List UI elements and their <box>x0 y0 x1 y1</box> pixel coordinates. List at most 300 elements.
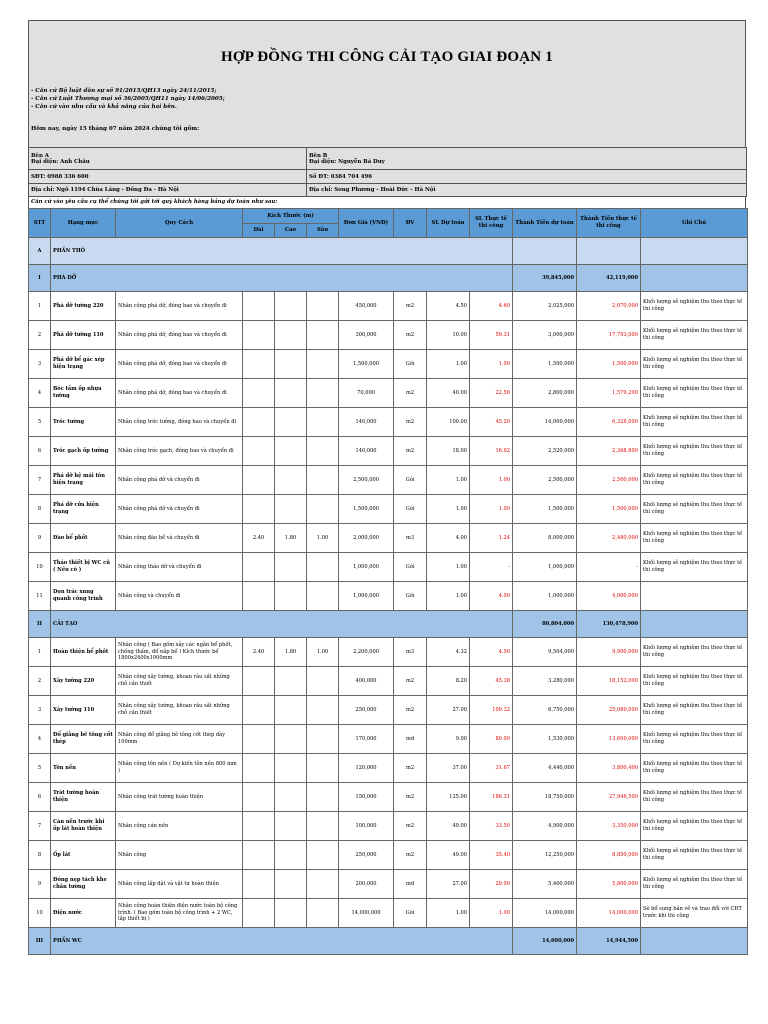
row-length <box>243 870 275 899</box>
row-height <box>275 870 307 899</box>
row-total-estimate: 4,440,000 <box>513 754 577 783</box>
row-total-actual: 8,850,000 <box>577 841 641 870</box>
row-spec: Nhân công phá dỡ, đóng bao và chuyển đi <box>116 350 243 379</box>
row-total-actual: 1,579,200 <box>577 379 641 408</box>
row-depth <box>307 292 339 321</box>
table-row <box>29 408 748 437</box>
table-row <box>29 783 748 812</box>
row-qty-actual: 1.00 <box>470 495 513 524</box>
row-total-estimate: 1,500,000 <box>513 495 577 524</box>
row-item-name: Tróc gạch ốp tường <box>51 437 116 466</box>
row-depth <box>307 870 339 899</box>
row-unit-price: 170,000 <box>339 725 394 754</box>
row-stt: 7 <box>29 466 51 495</box>
row-qty-actual: 31.67 <box>470 754 513 783</box>
row-spec: Nhân công và chuyển đi <box>116 582 243 611</box>
row-total-actual: 14,944,500 <box>577 928 641 955</box>
row-unit: md <box>394 725 427 754</box>
legal-basis-list <box>31 88 225 111</box>
row-item-name: Tôn nền <box>51 754 116 783</box>
row-length: 2.40 <box>243 638 275 667</box>
row-total-actual: 17,793,000 <box>577 321 641 350</box>
row-length <box>243 725 275 754</box>
row-unit: m2 <box>394 379 427 408</box>
row-spec: Nhân công đào bể và chuyển đi <box>116 524 243 553</box>
row-depth <box>307 696 339 725</box>
row-spec: Nhân công tróc tường, đóng bao và chuyển đi <box>116 408 243 437</box>
row-total-actual: 25,080,000 <box>577 696 641 725</box>
row-qty-actual: 29.00 <box>470 870 513 899</box>
row-stt: 8 <box>29 841 51 870</box>
col-height: Cao <box>275 224 307 238</box>
row-height <box>275 725 307 754</box>
row-length <box>243 350 275 379</box>
row-length <box>243 437 275 466</box>
row-unit: m2 <box>394 667 427 696</box>
row-qty-actual: 1.00 <box>470 466 513 495</box>
row-total-actual: 27,946,500 <box>577 783 641 812</box>
row-stt: 1 <box>29 638 51 667</box>
row-qty-actual: 33.50 <box>470 812 513 841</box>
row-unit-price: 2,200,000 <box>339 638 394 667</box>
row-total-actual: 2,500,000 <box>577 466 641 495</box>
table-row <box>29 466 748 495</box>
table-row <box>29 667 748 696</box>
row-depth <box>307 582 339 611</box>
row-note: Khối lượng sẽ nghiệm thu theo thực tế thi công <box>641 754 748 783</box>
row-unit-price: 1,000,000 <box>339 582 394 611</box>
row-height <box>275 841 307 870</box>
row-note: Khối lượng sẽ nghiệm thu theo thực tế thi công <box>641 437 748 466</box>
row-total-estimate: 39,845,000 <box>513 265 577 292</box>
row-item-name: Phá dỡ bể gác xép hiện trạng <box>51 350 116 379</box>
row-depth <box>307 841 339 870</box>
row-qty-actual: 100.32 <box>470 696 513 725</box>
row-unit: m3 <box>394 524 427 553</box>
contract-sheet <box>28 20 746 955</box>
col-item: Hạng mục <box>51 209 116 238</box>
row-depth <box>307 783 339 812</box>
row-unit-price: 2,500,000 <box>339 466 394 495</box>
row-stt: 7 <box>29 812 51 841</box>
contract-header <box>28 20 746 147</box>
row-stt: 9 <box>29 524 51 553</box>
col-unit: ĐV <box>394 209 427 238</box>
row-unit: Gói <box>394 495 427 524</box>
row-item-name: Tháo thiết bị WC cũ ( Nếu có ) <box>51 553 116 582</box>
row-length <box>243 754 275 783</box>
col-qty-actual: SL Thực tế thi công <box>470 209 513 238</box>
row-note <box>641 265 748 292</box>
row-depth <box>307 667 339 696</box>
col-size: Kích Thước (m) <box>243 209 339 224</box>
row-unit-price: 120,000 <box>339 754 394 783</box>
row-spec: Nhân công tôn nền ( Dự kiến tôn nền 800 mm ) <box>116 754 243 783</box>
row-item-name: Dọn trác xung quanh công trình <box>51 582 116 611</box>
row-qty-actual: 1.24 <box>470 524 513 553</box>
row-qty-estimate: 10.00 <box>427 321 470 350</box>
row-qty-estimate: 1.00 <box>427 553 470 582</box>
row-note <box>641 582 748 611</box>
row-unit: Gói <box>394 553 427 582</box>
row-length <box>243 667 275 696</box>
row-unit-price: 200,000 <box>339 870 394 899</box>
row-total-estimate: 12,250,000 <box>513 841 577 870</box>
col-depth: Sâu <box>307 224 339 238</box>
estimate-rows <box>29 238 748 955</box>
row-length <box>243 899 275 928</box>
row-total-estimate: 1,000,000 <box>513 582 577 611</box>
row-stt: 10 <box>29 553 51 582</box>
row-total-actual: 4,000,000 <box>577 582 641 611</box>
row-unit-price: 100,000 <box>339 812 394 841</box>
party-a-rep: Đại diện: Anh Châu <box>31 158 90 165</box>
row-unit: Gói <box>394 466 427 495</box>
row-name: PHẦN THÔ <box>51 238 513 265</box>
row-height <box>275 812 307 841</box>
row-note <box>641 238 748 265</box>
row-total-estimate: 1,500,000 <box>513 350 577 379</box>
row-spec: Nhân công xây tường, khoan râu sắt những chỗ cần thiết <box>116 667 243 696</box>
row-note: Khối lượng sẽ nghiệm thu theo thực tế thi công <box>641 812 748 841</box>
row-total-estimate: 9,504,000 <box>513 638 577 667</box>
row-total-actual: 2,070,000 <box>577 292 641 321</box>
estimate-basis-note: Căn cứ vào yêu cầu cụ thể chúng tôi gửi tới quý khách hàng bảng dự toán như sau: <box>28 197 746 208</box>
row-qty-actual: 45.20 <box>470 408 513 437</box>
row-total-actual: 9,900,000 <box>577 638 641 667</box>
row-depth: 1.00 <box>307 638 339 667</box>
table-row <box>29 379 748 408</box>
row-length <box>243 321 275 350</box>
row-total-actual: 3,350,000 <box>577 812 641 841</box>
row-spec: Nhân công phá dỡ, đóng bao và chuyển đi <box>116 292 243 321</box>
row-total-actual: 2,368,800 <box>577 437 641 466</box>
row-unit: Gói <box>394 582 427 611</box>
row-note: Khối lượng sẽ nghiệm thu theo thực tế thi công <box>641 841 748 870</box>
row-depth <box>307 408 339 437</box>
table-row <box>29 696 748 725</box>
party-a-cell <box>29 148 307 170</box>
row-total-estimate <box>513 238 577 265</box>
row-item-name: Bóc tấm ốp nhựa tường <box>51 379 116 408</box>
row-qty-estimate: 27.00 <box>427 696 470 725</box>
row-name: CẢI TẠO <box>51 611 513 638</box>
row-qty-estimate: 100.00 <box>427 408 470 437</box>
row-qty-actual: 16.92 <box>470 437 513 466</box>
table-row <box>29 812 748 841</box>
row-qty-actual: 1.00 <box>470 350 513 379</box>
row-stt: 6 <box>29 437 51 466</box>
row-spec: Nhân công phá dỡ và chuyển đi <box>116 495 243 524</box>
row-note: Khối lượng sẽ nghiệm thu theo thực tế thi công <box>641 524 748 553</box>
row-qty-estimate: 18.00 <box>427 437 470 466</box>
row-note: Khối lượng sẽ nghiệm thu theo thực tế thi công <box>641 408 748 437</box>
row-item-name: Phá dỡ hệ mái tôn hiện trạng <box>51 466 116 495</box>
row-total-estimate: 2,025,000 <box>513 292 577 321</box>
row-total-actual: 1,500,000 <box>577 350 641 379</box>
col-length: Dài <box>243 224 275 238</box>
row-stt: 5 <box>29 408 51 437</box>
row-stt: I <box>29 265 51 292</box>
row-spec: Nhân công cán nền <box>116 812 243 841</box>
parties-table <box>28 147 747 197</box>
row-note: Sẽ bổ sung bản vẽ và trao đổi với CĐT trước khi thi công <box>641 899 748 928</box>
row-spec: Nhân công phá dỡ và chuyển đi <box>116 466 243 495</box>
row-total-actual <box>577 238 641 265</box>
row-stt: 2 <box>29 667 51 696</box>
party-b-heading: Bên B <box>309 152 328 159</box>
col-total-actual: Thành Tiền thực tế thi công <box>577 209 641 238</box>
row-total-estimate: 1,000,000 <box>513 553 577 582</box>
row-spec: Nhân công phá dỡ, đóng bao và chuyển đi <box>116 321 243 350</box>
row-total-estimate: 6,750,000 <box>513 696 577 725</box>
col-total-estimate: Thành Tiền dự toán <box>513 209 577 238</box>
group-row <box>29 265 748 292</box>
table-row <box>29 321 748 350</box>
row-spec: Nhân công tróc gạch, đóng bao và chuyển đi <box>116 437 243 466</box>
row-depth <box>307 350 339 379</box>
row-height: 1.80 <box>275 524 307 553</box>
contract-date-line: Hôm nay, ngày 15 tháng 07 năm 2024 chúng tôi gồm: <box>31 126 200 132</box>
row-unit-price: 1,500,000 <box>339 350 394 379</box>
row-qty-estimate: 37.00 <box>427 754 470 783</box>
row-unit: m2 <box>394 437 427 466</box>
row-spec: Nhân công phá dỡ, đóng bao và chuyển đi <box>116 379 243 408</box>
row-length <box>243 582 275 611</box>
row-height <box>275 321 307 350</box>
row-length: 2.40 <box>243 524 275 553</box>
row-qty-actual: 45.38 <box>470 667 513 696</box>
row-unit: m2 <box>394 841 427 870</box>
row-unit-price: 1,000,000 <box>339 553 394 582</box>
row-total-estimate: 80,804,000 <box>513 611 577 638</box>
row-height <box>275 667 307 696</box>
row-qty-estimate: 4.50 <box>427 292 470 321</box>
row-unit-price: 140,000 <box>339 408 394 437</box>
row-qty-estimate: 49.00 <box>427 812 470 841</box>
row-total-actual: 14,000,000 <box>577 899 641 928</box>
row-total-actual: - <box>577 553 641 582</box>
row-stt: II <box>29 611 51 638</box>
row-spec: Nhân công đổ giằng bê tông cốt thép dày 100mm <box>116 725 243 754</box>
row-height <box>275 350 307 379</box>
row-length <box>243 812 275 841</box>
table-row <box>29 638 748 667</box>
row-qty-actual: 22.56 <box>470 379 513 408</box>
row-qty-actual: 186.31 <box>470 783 513 812</box>
row-unit-price: 150,000 <box>339 783 394 812</box>
row-length <box>243 696 275 725</box>
row-height <box>275 783 307 812</box>
row-depth <box>307 553 339 582</box>
row-total-estimate: 2,500,000 <box>513 466 577 495</box>
row-qty-estimate: 9.00 <box>427 725 470 754</box>
table-row <box>29 582 748 611</box>
row-stt: 2 <box>29 321 51 350</box>
row-unit: m2 <box>394 696 427 725</box>
col-stt: STT <box>29 209 51 238</box>
row-stt: 6 <box>29 783 51 812</box>
row-unit-price: 1,500,000 <box>339 495 394 524</box>
table-row <box>29 495 748 524</box>
legal-basis-line: - Căn cứ Luật Thương mại số 36/2005/QH11 ngày 14/06/2005; <box>31 95 225 102</box>
row-total-actual: 1,500,000 <box>577 495 641 524</box>
row-unit: m2 <box>394 812 427 841</box>
row-height <box>275 379 307 408</box>
table-row <box>29 553 748 582</box>
row-height <box>275 292 307 321</box>
row-item-name: Hoàn thiện bể phốt <box>51 638 116 667</box>
row-unit: m2 <box>394 321 427 350</box>
col-qty-estimate: SL Dự toán <box>427 209 470 238</box>
row-qty-estimate: 8.20 <box>427 667 470 696</box>
row-qty-estimate: 27.00 <box>427 870 470 899</box>
row-length <box>243 553 275 582</box>
party-a-heading: Bên A <box>31 152 49 159</box>
row-note: Khối lượng sẽ nghiệm thu theo thực tế thi công <box>641 553 748 582</box>
row-spec: Nhân công trát tường hoàn thiện <box>116 783 243 812</box>
row-stt: 10 <box>29 899 51 928</box>
row-stt: 3 <box>29 350 51 379</box>
row-item-name: Trát tường hoàn thiện <box>51 783 116 812</box>
row-unit-price: 450,000 <box>339 292 394 321</box>
row-item-name: Đóng nẹp tách khe chân tường <box>51 870 116 899</box>
party-b-phone: Số ĐT: 0384 704 496 <box>307 170 747 184</box>
row-qty-estimate: 1.00 <box>427 899 470 928</box>
row-qty-actual: 4.60 <box>470 292 513 321</box>
row-height <box>275 582 307 611</box>
row-stt: 5 <box>29 754 51 783</box>
row-total-actual: 5,800,000 <box>577 870 641 899</box>
row-depth <box>307 379 339 408</box>
row-note: Khối lượng sẽ nghiệm thu theo thực tế thi công <box>641 725 748 754</box>
document-title: HỢP ĐỒNG THI CÔNG CẢI TẠO GIAI ĐOẠN 1 <box>221 49 553 65</box>
row-qty-estimate: 1.00 <box>427 466 470 495</box>
party-b-cell <box>307 148 747 170</box>
row-length <box>243 495 275 524</box>
row-height <box>275 437 307 466</box>
row-total-estimate: 5,400,000 <box>513 870 577 899</box>
row-note: Khối lượng sẽ nghiệm thu theo thực tế thi công <box>641 350 748 379</box>
row-qty-actual: 4.00 <box>470 582 513 611</box>
row-note <box>641 611 748 638</box>
row-stt: 11 <box>29 582 51 611</box>
row-unit-price: 250,000 <box>339 841 394 870</box>
row-unit: m2 <box>394 783 427 812</box>
row-item-name: Phá dỡ cửa hiện trạng <box>51 495 116 524</box>
row-qty-actual: 35.40 <box>470 841 513 870</box>
row-height <box>275 408 307 437</box>
row-unit-price: 2,000,000 <box>339 524 394 553</box>
row-unit: md <box>394 870 427 899</box>
row-name: PHẦN WC <box>51 928 513 955</box>
row-depth <box>307 437 339 466</box>
row-spec: Nhân công <box>116 841 243 870</box>
table-row <box>29 350 748 379</box>
row-qty-estimate: 4.00 <box>427 524 470 553</box>
row-unit-price: 140,000 <box>339 437 394 466</box>
row-stt: 4 <box>29 725 51 754</box>
row-height: 1.80 <box>275 638 307 667</box>
row-item-name: Tróc tường <box>51 408 116 437</box>
row-total-estimate: 1,530,000 <box>513 725 577 754</box>
row-height <box>275 466 307 495</box>
row-item-name: Phá dỡ tường 110 <box>51 321 116 350</box>
row-qty-estimate: 1.00 <box>427 350 470 379</box>
row-unit-price: 250,000 <box>339 696 394 725</box>
row-note: Khối lượng sẽ nghiệm thu theo thực tế thi công <box>641 466 748 495</box>
row-item-name: Đổ giằng bê tông cốt thép <box>51 725 116 754</box>
row-total-actual: 3,800,400 <box>577 754 641 783</box>
row-item-name: Ốp lát <box>51 841 116 870</box>
row-qty-actual: 80.00 <box>470 725 513 754</box>
row-unit-price: 70,000 <box>339 379 394 408</box>
row-total-actual: 42,119,000 <box>577 265 641 292</box>
row-stt: 3 <box>29 696 51 725</box>
row-height <box>275 696 307 725</box>
row-height <box>275 899 307 928</box>
table-row <box>29 524 748 553</box>
row-total-actual: 18,152,000 <box>577 667 641 696</box>
row-total-estimate: 3,280,000 <box>513 667 577 696</box>
row-item-name: Xây tường 110 <box>51 696 116 725</box>
row-total-estimate: 14,000,000 <box>513 408 577 437</box>
row-spec: Nhân công hoàn thiện điện nước toàn bộ công trình. ( Bao gồm toàn bộ công trình + 2 WC, lắp thiết bị ) <box>116 899 243 928</box>
party-a-address: Địa chỉ: Ngõ 1194 Chùa Láng - Đống Đa - Hà Nội <box>29 184 307 197</box>
row-qty-estimate: 49.00 <box>427 841 470 870</box>
row-note: Khối lượng sẽ nghiệm thu theo thực tế thi công <box>641 667 748 696</box>
row-total-actual: 130,478,900 <box>577 611 641 638</box>
table-row <box>29 725 748 754</box>
row-depth <box>307 754 339 783</box>
row-spec: Nhân công tháo dỡ và chuyển đi <box>116 553 243 582</box>
row-total-actual: 13,600,000 <box>577 725 641 754</box>
col-unit-price: Đơn Giá (VNĐ) <box>339 209 394 238</box>
row-length <box>243 408 275 437</box>
row-item-name: Đào bể phốt <box>51 524 116 553</box>
table-row <box>29 870 748 899</box>
row-item-name: Điện nước <box>51 899 116 928</box>
row-depth <box>307 321 339 350</box>
row-qty-estimate: 1.00 <box>427 495 470 524</box>
row-stt: 4 <box>29 379 51 408</box>
row-spec: Nhân công ( Bao gồm xây các ngăn bể phốt, chống thấm, đổ nắp bể ) Kích thước bể 1800x2400x1000mm <box>116 638 243 667</box>
legal-basis-line: - Căn cứ Bộ luật dân sự số 91/2015/QH13 ngày 24/11/2015; <box>31 88 217 94</box>
estimate-table <box>28 208 748 955</box>
row-stt: A <box>29 238 51 265</box>
row-spec: Nhân công xây tường, khoan râu sắt những chỗ cần thiết <box>116 696 243 725</box>
party-b-address: Địa chỉ: Song Phương - Hoài Đức - Hà Nội <box>307 184 747 197</box>
party-a-phone: SĐT: 0988 336 600 <box>29 170 307 184</box>
row-total-estimate: 2,520,000 <box>513 437 577 466</box>
row-qty-actual: 59.31 <box>470 321 513 350</box>
row-total-estimate: 14,600,000 <box>513 928 577 955</box>
row-note: Khối lượng sẽ nghiệm thu theo thực tế thi công <box>641 696 748 725</box>
row-unit: Gói <box>394 350 427 379</box>
row-total-estimate: 8,000,000 <box>513 524 577 553</box>
row-unit: m2 <box>394 754 427 783</box>
row-depth <box>307 495 339 524</box>
row-stt: 1 <box>29 292 51 321</box>
row-stt: III <box>29 928 51 955</box>
row-unit: m2 <box>394 408 427 437</box>
legal-basis-line: - Căn cứ vào nhu cầu và khả năng của hai bên. <box>31 103 177 110</box>
row-note: Khối lượng sẽ nghiệm thu theo thực tế thi công <box>641 638 748 667</box>
row-length <box>243 466 275 495</box>
table-row <box>29 899 748 928</box>
row-unit-price: 400,000 <box>339 667 394 696</box>
row-qty-estimate: 1.00 <box>427 582 470 611</box>
